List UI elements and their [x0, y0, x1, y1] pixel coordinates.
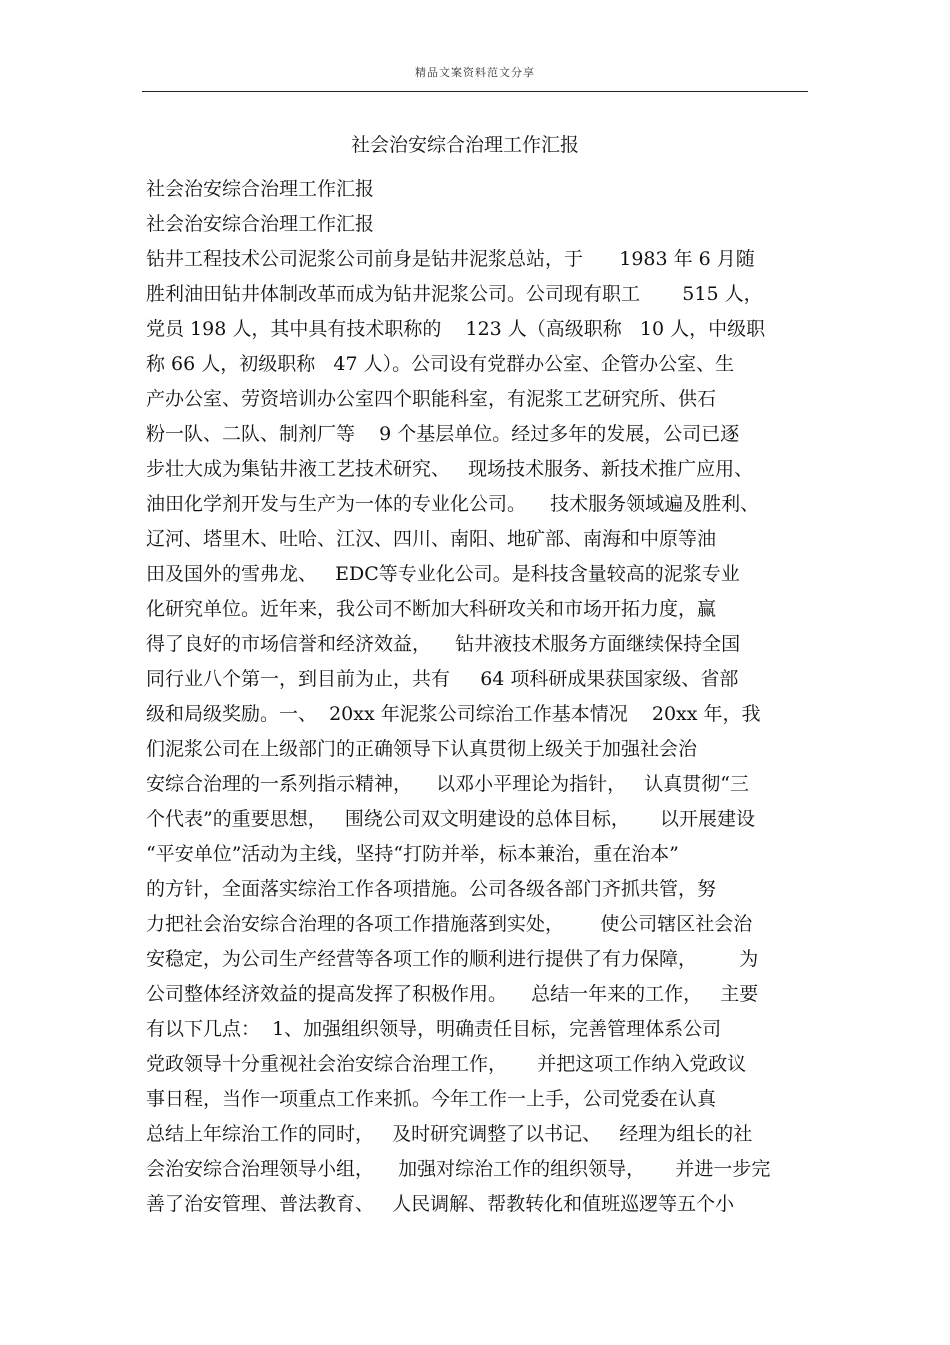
text-line: 社会治安综合治理工作汇报 — [146, 178, 375, 200]
document-body — [146, 172, 810, 1222]
text-line: 个代表”的重要思想， 围绕公司双文明建设的总体目标， 以开展建设 — [146, 808, 756, 830]
text-line: 得了良好的市场信誉和经济效益， 钻井液技术服务方面继续保持全国 — [146, 633, 741, 655]
text-line: 会治安综合治理领导小组， 加强对综治工作的组织领导， 并进一步完 — [146, 1158, 771, 1180]
text-line: 有以下几点： 1、加强组织领导，明确责任目标，完善管理体系公司 — [146, 1018, 722, 1040]
text-line: 事日程，当作一项重点工作来抓。今年工作一上手，公司党委在认真 — [146, 1088, 717, 1110]
text-line: 胜利油田钻井体制改革而成为钻井泥浆公司。公司现有职工 515 人， — [146, 283, 763, 305]
text-line: 党员 198 人，其中具有技术职称的 123 人（高级职称 10 人，中级职 — [146, 318, 766, 340]
text-line: 善了治安管理、普法教育、 人民调解、帮教转化和值班巡逻等五个小 — [146, 1193, 735, 1215]
text-line: 辽河、塔里木、吐哈、江汉、四川、南阳、地矿部、南海和中原等油 — [146, 528, 717, 550]
text-line: 公司整体经济效益的提高发挥了积极作用。 总结一年来的工作， 主要 — [146, 983, 759, 1005]
text-line: 同行业八个第一，到目前为止，共有 64 项科研成果获国家级、省部 — [146, 668, 739, 690]
text-line: 称 66 人，初级职称 47 人）。公司设有党群办公室、企管办公室、生 — [146, 353, 735, 375]
text-line: 粉一队、二队、制剂厂等 9 个基层单位。经过多年的发展，公司已逐 — [146, 423, 740, 445]
text-line: 步壮大成为集钻井液工艺技术研究、 现场技术服务、新技术推广应用、 — [146, 458, 754, 480]
text-line: 钻井工程技术公司泥浆公司前身是钻井泥浆总站，于 1983 年 6 月随 — [146, 248, 755, 270]
text-line: 党政领导十分重视社会治安综合治理工作， 并把这项工作纳入党政议 — [146, 1053, 747, 1075]
text-line: 安稳定，为公司生产经营等各项工作的顺利进行提供了有力保障， 为 — [146, 948, 759, 970]
text-line: 级和局级奖励。一、 20xx 年泥浆公司综治工作基本情况 20xx 年，我 — [146, 703, 761, 725]
text-line: 田及国外的雪弗龙、 EDC等专业化公司。是科技含量较高的泥浆专业 — [146, 563, 740, 585]
text-line: 的方针，全面落实综治工作各项措施。公司各级各部门齐抓共管，努 — [146, 878, 717, 900]
text-line: 总结上年综治工作的同时， 及时研究调整了以书记、 经理为组长的社 — [146, 1123, 753, 1145]
text-line: 安综合治理的一系列指示精神， 以邓小平理论为指针， 认真贯彻“三 — [146, 773, 749, 795]
text-line: 们泥浆公司在上级部门的正确领导下认真贯彻上级关于加强社会治 — [146, 738, 698, 760]
header-divider — [142, 91, 808, 92]
document-title: 社会治安综合治理工作汇报 — [350, 134, 579, 156]
text-line: 社会治安综合治理工作汇报 — [146, 213, 375, 235]
text-line: 力把社会治安综合治理的各项工作措施落到实处， 使公司辖区社会治 — [146, 913, 753, 935]
text-line: 化研究单位。近年来，我公司不断加大科研攻关和市场开拓力度，赢 — [146, 598, 717, 620]
text-line: 油田化学剂开发与生产为一体的专业化公司。 技术服务领域遍及胜利、 — [146, 493, 760, 515]
text-line: 产办公室、劳资培训办公室四个职能科室，有泥浆工艺研究所、供石 — [146, 388, 717, 410]
page-header: 精品文案资料范文分享 — [415, 66, 535, 79]
text-line: “平安单位”活动为主线，坚持“打防并举，标本兼治，重在治本” — [146, 843, 679, 865]
